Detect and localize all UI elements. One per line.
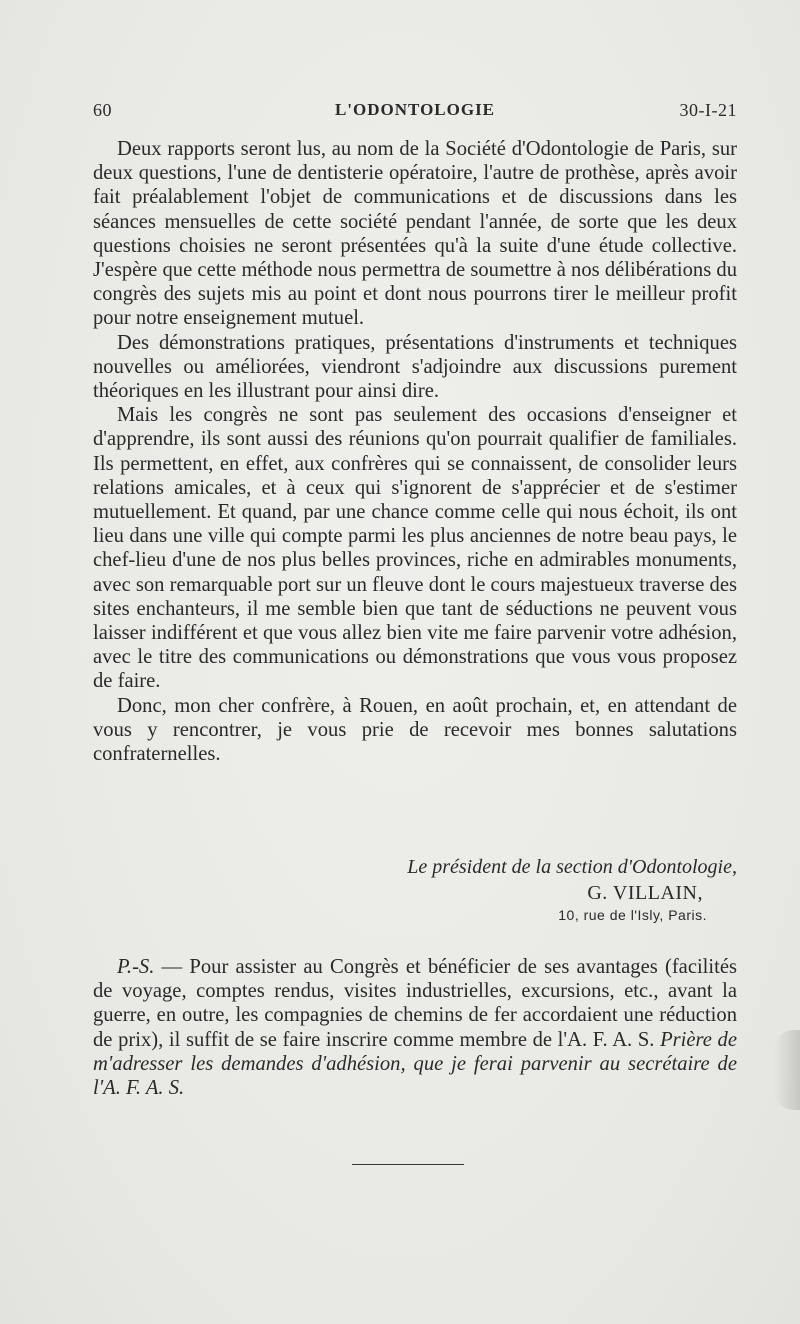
- paragraph-rapports: Deux rapports seront lus, au nom de la Société d'Odontologie de Paris, sur deux questions, l'une de dentisterie opératoire, l'autre de prothèse, après avoir fait préalablement l'objet de communications et de discussions dans les séances mensuelles de cette société pendant l'année, de sorte que les deux questions choisies ne seront présentées qu'à la suite d'une étude collective. J'espère que cette méthode nous permettra de soumettre à nos délibérations du congrès des sujets mis au point et dont nous pourrons tirer le meilleur profit pour notre enseignement mutuel.: [93, 138, 737, 330]
- page-number: 60: [93, 100, 112, 120]
- journal-title: L'ODONTOLOGIE: [334, 100, 496, 119]
- signature-name: G. VILLAIN,: [587, 882, 703, 904]
- letter-body: [93, 137, 737, 766]
- signature-role: Le président de la section d'Odontologie,: [407, 856, 737, 878]
- issue-date: 30-I-21: [679, 100, 737, 120]
- signature-address: 10, rue de l'Isly, Paris.: [558, 907, 707, 923]
- postscript-label: P.-S.: [117, 956, 155, 978]
- postscript-italic-note: Prière de m'adresser les demandes d'adhésion, que je ferai parvenir au secrétaire de l'A. F. A. S.: [93, 1028, 737, 1100]
- postscript: [93, 955, 737, 1100]
- section-divider: [352, 1164, 464, 1165]
- postscript-text: Pour assister au Congrès et bénéficier de ses avantages (facilités de voyage, comptes rendus, visites industrielles, excursions, etc., avant la guerre, en outre, les compagnies de chemins de fer accordaient une réduction de prix), il suffit de se faire inscrire comme membre de l'A. F. A. S.: [93, 956, 737, 1051]
- running-header: [93, 100, 737, 128]
- paragraph-congres: Mais les congrès ne sont pas seulement des occasions d'enseigner et d'apprendre, ils sont aussi des réunions qu'on pourrait qualifier de familiales. Ils permettent, en effet, aux confrères qui se connaissent, de consolider leurs relations amicales, et à ceux qui s'ignorent de s'apprécier et de s'estimer mutuellement. Et quand, par une chance comme celle qui nous échoit, ils ont lieu dans une ville qui compte parmi les plus anciennes de notre beau pays, le chef-lieu d'une de nos plus belles provinces, riche en admirables monuments, avec son remarquable port sur un fleuve dont le cours majestueux traverse des sites enchanteurs, il me semble bien que tant de séductions ne peuvent vous laisser indifférent et que vous allez bien vite me faire parvenir votre adhésion, avec le titre des communications ou démonstrations que vous vous proposez de faire.: [93, 404, 737, 693]
- postscript-dash: —: [154, 956, 190, 978]
- paragraph-demonstrations: Des démonstrations pratiques, présentations d'instruments et techniques nouvelles ou améliorées, viendront s'adjoindre aux discussions purement théoriques en les illustrant pour ainsi dire.: [93, 331, 737, 403]
- postscript-paragraph: [93, 955, 737, 1100]
- page-edge-smudge: [774, 1030, 800, 1110]
- paragraph-closing: Donc, mon cher confrère, à Rouen, en août prochain, et, en attendant de vous y rencontrer, je vous prie de recevoir mes bonnes salutations confraternelles.: [93, 694, 737, 766]
